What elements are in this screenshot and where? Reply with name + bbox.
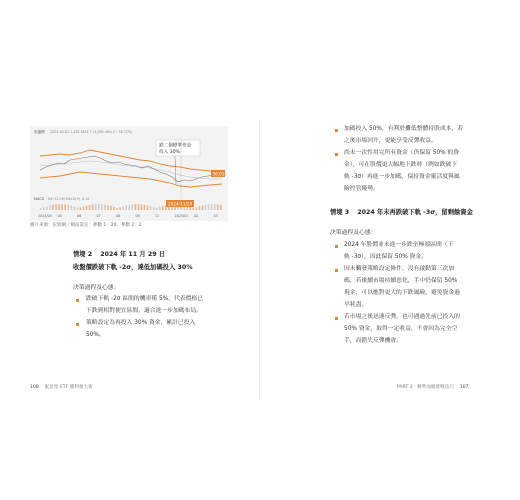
x-axis-tick-label: 2025/01 — [174, 214, 189, 218]
right-bullet-2-line-1: 因未觸發策略設定條件，沒有啟動第三次加 — [344, 266, 455, 272]
right-intro-1-line-1: 加碼投入 50%，有利於攤低整體持股成本，若 — [344, 126, 464, 132]
right-page-number: 107 — [459, 385, 469, 390]
scenario-2-date: 2024 年 11 月 29 日 — [100, 251, 166, 258]
x-axis-tick-label: 08 — [116, 214, 121, 218]
figure-caption: 圖片來源：玩股網／網站設定：參數 1：20，參數 2：2 — [30, 223, 142, 228]
x-axis-tick-label: 06 — [77, 214, 82, 218]
left-decision-title: 決策過程及心態： — [73, 285, 120, 291]
left-bullet-2-line-2: 50%。 — [86, 332, 105, 338]
scenario-3-text: 2024 年未再跌破下軌 -3σ，留剩餘資金 — [357, 209, 473, 216]
date-label: 2024/11/29 — [168, 201, 193, 207]
stock-chart — [30, 126, 228, 221]
macd-bar — [86, 206, 88, 210]
right-intro-2-line-1: 尚未一次性用完所有資金（仍保留 50% 的資 — [344, 150, 460, 156]
macd-bar — [49, 205, 51, 210]
macd-bar — [71, 206, 73, 210]
chart-header-left: 收盤價 — [34, 130, 45, 134]
bullet-dot — [76, 299, 79, 302]
right-decision-title: 決策過程及心態： — [330, 230, 377, 236]
macd-bar — [40, 208, 42, 210]
macd-bar — [61, 204, 63, 210]
right-intro-2-line-3: 軌 -3σ）再進一步加碼，保持資金靈活度與風 — [344, 174, 460, 180]
bullet-dot — [335, 317, 338, 320]
macd-bar — [211, 204, 213, 210]
right-bullet-1-line-1: 2024 年股價並未進一步跌至極端區間（下 — [344, 242, 454, 248]
chart-svg — [30, 126, 228, 221]
macd-bar — [189, 207, 191, 210]
scenario-2-subtitle: 收盤價跌破下軌 -2σ，達低加碼投入 30% — [73, 264, 193, 271]
macd-bar — [128, 205, 130, 210]
scenario-2-heading — [73, 249, 165, 258]
macd-bar — [104, 205, 106, 210]
macd-bar — [83, 207, 85, 210]
right-bullet-1-line-2: 軌 -3σ），因此保留 50% 資金。 — [344, 254, 427, 260]
price-line — [40, 156, 222, 182]
left-bullet-1-line-1: 跌破下軌 -2σ 區間的機率僅 5%，代表價格已 — [86, 296, 203, 302]
macd-bar — [107, 205, 109, 210]
bullet-dot — [335, 129, 338, 132]
x-axis-labels — [38, 214, 218, 218]
macd-bar — [132, 204, 134, 210]
macd-bar — [159, 207, 161, 210]
page-gutter — [259, 120, 260, 400]
right-bullet-2-line-2: 碼，若後續市場持續惡化，手中仍保留 50% — [344, 278, 458, 284]
macd-bar — [101, 204, 103, 210]
macd-bar — [138, 204, 140, 210]
macd-label: MACD — [34, 197, 45, 201]
macd-bar — [153, 207, 155, 210]
macd-bar — [141, 204, 143, 210]
right-bullet-2-line-4: 早耗盡。 — [344, 302, 368, 308]
x-axis-tick-label: 05 — [57, 214, 62, 218]
x-axis-tick-label: 09 — [135, 214, 140, 218]
right-intro-2-line-2: 金），可在股價更大幅地下跌時（例如跌破下 — [344, 162, 458, 168]
macd-bar — [196, 207, 198, 210]
macd-bar — [77, 207, 79, 210]
x-axis-tick-label: 07 — [96, 214, 101, 218]
macd-bar — [95, 204, 97, 210]
macd-bar — [147, 206, 149, 210]
right-bullet-3-line-3: 手，而錯失反彈機會。 — [344, 338, 402, 344]
bullet-dot — [76, 323, 79, 326]
macd-bar — [55, 204, 57, 210]
plot-area — [40, 150, 222, 210]
scenario-2-label: 情境 2 — [73, 251, 93, 258]
macd-bar — [119, 207, 121, 210]
right-bullet-2-line-3: 現金，可以應對更大的下跌風險，避免資金過 — [344, 290, 460, 296]
callout-line1: 跌二個標準差是 — [159, 143, 192, 149]
macd-bar — [52, 205, 54, 210]
macd-bar — [92, 204, 94, 210]
right-intro-2-line-4: 險控管優勢。 — [344, 186, 379, 192]
macd-bar — [74, 206, 76, 210]
left-footer — [30, 384, 93, 390]
middle-band-line — [40, 161, 222, 179]
macd-bar — [202, 205, 204, 210]
macd-text: DIF(12,26) MACD(9) -0.19 — [48, 197, 90, 201]
x-axis-tick-label: 2024/04 — [38, 214, 52, 218]
macd-bar — [64, 204, 66, 210]
right-intro-1-line-2: 之後市場回升，更能享受反彈收益。 — [344, 138, 437, 144]
macd-bar — [162, 206, 164, 210]
scenario-3-label: 情境 3 — [330, 209, 350, 216]
macd-bar — [80, 208, 82, 210]
price-label: 56.01 — [212, 171, 225, 177]
bullet-dot — [335, 153, 338, 156]
right-bullet-3-line-2: 50% 資金，取得一定收益，不會因為完全空 — [344, 326, 458, 332]
right-running-title: 精準加碼實戰技巧 — [417, 385, 454, 390]
macd-bar — [156, 208, 158, 210]
macd-bar — [110, 206, 112, 210]
macd-bar — [135, 204, 137, 210]
left-bullet-2-line-1: 策略設定為再投入 30% 資金，累計已投入 — [86, 320, 196, 326]
macd-bar — [144, 205, 146, 210]
macd-bar — [217, 204, 219, 210]
macd-bar — [220, 205, 222, 210]
bullet-dot — [335, 269, 338, 272]
x-axis-tick-label: 02 — [194, 214, 199, 218]
macd-bar — [113, 207, 115, 210]
right-part-label: PART 2 — [397, 385, 413, 390]
macd-bar — [46, 206, 48, 210]
macd-bar — [58, 204, 60, 210]
macd-bar — [199, 206, 201, 210]
macd-bar — [205, 205, 207, 210]
macd-bar — [122, 206, 124, 210]
left-bullet-1-line-2: 下跌到相對便宜區間，適合進一步加碼布局。 — [86, 308, 202, 314]
macd-bar — [125, 205, 127, 210]
x-axis-tick-label: 11 — [155, 214, 160, 218]
left-running-title: 配息型 ETF 獲利強大術 — [44, 385, 93, 390]
scenario-3-heading — [330, 207, 473, 216]
macd-bar — [43, 207, 45, 210]
x-axis-tick-label: 03 — [213, 214, 218, 218]
right-footer — [397, 384, 468, 390]
macd-bar — [208, 204, 210, 210]
callout-line2: 投入 30% — [159, 150, 180, 155]
chart-header-text: 2024-04-01 1,402 FASE 7 (2,309.46% 4 : 76.72%) — [50, 130, 133, 134]
bullet-dot — [335, 245, 338, 248]
right-bullet-3-line-1: 若市場之後迅速反彈，也可遇過先前已投入的 — [344, 314, 460, 320]
macd-bar — [116, 208, 118, 210]
macd-bar — [67, 205, 69, 210]
macd-bar — [214, 204, 216, 210]
macd-bar — [98, 204, 100, 210]
left-page-number: 108 — [30, 385, 39, 390]
macd-bar — [193, 208, 195, 210]
macd-bar — [150, 206, 152, 210]
macd-bar — [89, 205, 91, 210]
